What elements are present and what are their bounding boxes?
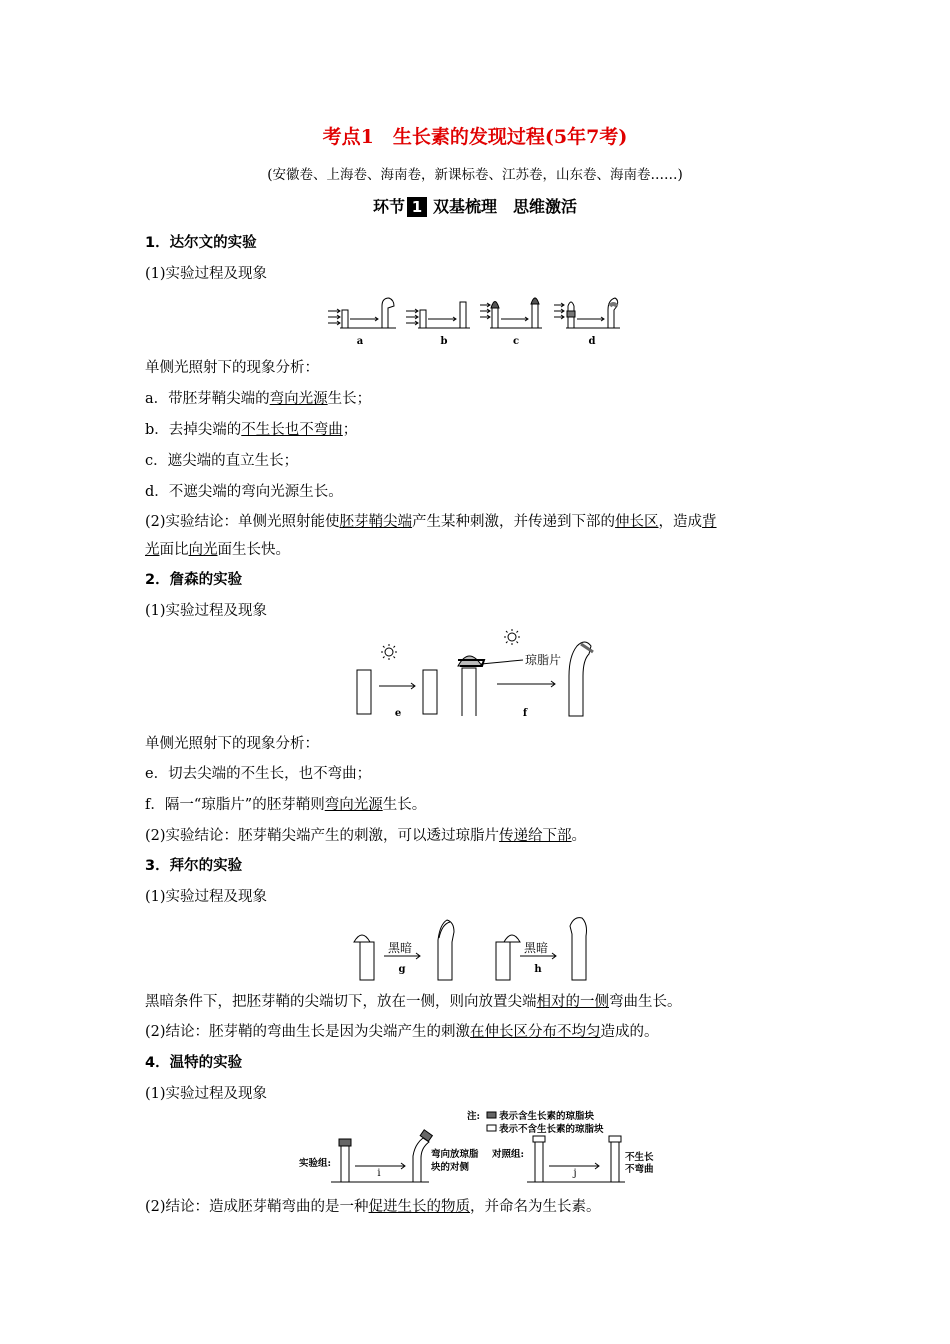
darwin-figure (320, 292, 640, 348)
coleoptile-e-end (423, 670, 437, 714)
darwin-heading: 1．达尔文的实验 (145, 235, 257, 251)
fig-label-e: e (394, 708, 402, 719)
section-number-badge: 1 (407, 197, 427, 217)
went-figure (295, 1108, 675, 1190)
fig-label-b: b (440, 336, 448, 347)
paal-process: (1)实验过程及现象 (145, 889, 268, 905)
fig-label-d: d (588, 336, 596, 347)
darwin-conclusion: (2)实验结论：单侧光照射能使胚芽鞘尖端产生某种刺激，并传递到下部的伸长区，造成背 (145, 514, 717, 530)
coleoptile-e-start (357, 670, 371, 714)
exam-sources: (安徽卷、上海卷、海南卷，新课标卷、江苏卷，山东卷、海南卷……) (267, 167, 683, 183)
coleoptile-b-start (420, 310, 426, 328)
fig-label-c: c (512, 336, 520, 347)
coleoptile-i-start (341, 1146, 349, 1182)
fig-label-j: j (573, 1168, 577, 1179)
darwin-analysis: 单侧光照射下的现象分析： (145, 360, 319, 376)
note-without-auxin: 表示不含生长素的琼脂块 (499, 1124, 604, 1135)
coleoptile-a-start (342, 310, 348, 328)
coleoptile-i-end (413, 1138, 429, 1182)
darwin-item-b: b．去掉尖端的不生长也不弯曲； (145, 422, 358, 438)
coleoptile-g-start (360, 942, 374, 980)
note-with-auxin: 表示含生长素的琼脂块 (499, 1111, 595, 1122)
control-group-label: 对照组: (492, 1149, 525, 1160)
section-title: 双基梳理 思维激活 (433, 197, 578, 216)
tip-g (354, 935, 370, 942)
paal-figure (350, 912, 610, 984)
coleoptile-j-start (535, 1142, 543, 1182)
dark-label-h: 黑暗 (524, 941, 549, 955)
darwin-item-d: d．不遮尖端的弯向光源生长。 (145, 484, 343, 500)
experimental-group-label: 实验组: (299, 1158, 332, 1169)
jensen-conclusion: (2)实验结论：胚芽鞘尖端产生的刺激，可以透过琼脂片传递给下部。 (145, 828, 587, 844)
ctrl-result-line1: 不生长 (625, 1152, 654, 1163)
page-title: 考点1 生长素的发现过程(5年7考) (322, 126, 628, 148)
fig-label-i: i (377, 1168, 381, 1179)
coleoptile-a-end (382, 298, 394, 328)
jensen-analysis: 单侧光照射下的现象分析： (145, 736, 319, 752)
jensen-item-e: e．切去尖端的不生长，也不弯曲； (145, 766, 372, 782)
tip-h (504, 935, 520, 942)
coleoptile-f-end (569, 642, 591, 716)
went-process: (1)实验过程及现象 (145, 1086, 268, 1102)
agar-label: 琼脂片 (525, 653, 562, 667)
coleoptile-j-end (611, 1142, 619, 1182)
coleoptile-h-start (496, 942, 510, 980)
fig-label-h: h (534, 964, 542, 975)
exp-result-line2: 块的对侧 (431, 1162, 470, 1173)
section-heading (0, 194, 950, 217)
fig-label-f: f (522, 708, 528, 719)
coleoptile-f-start (462, 668, 476, 716)
darwin-item-c: c．遮尖端的直立生长； (145, 453, 299, 469)
coleoptile-g-end (438, 920, 454, 980)
darwin-conclusion-cont: 光面比向光面生长快。 (145, 542, 290, 558)
paal-conclusion: (2)结论：胚芽鞘的弯曲生长是因为尖端产生的刺激在伸长区分布不均匀造成的。 (145, 1024, 659, 1040)
coleoptile-h-end (570, 918, 587, 980)
legend-without-auxin (487, 1125, 496, 1131)
fig-label-g: g (398, 964, 406, 975)
sun-icon-e (381, 644, 397, 660)
paal-description: 黑暗条件下，把胚芽鞘的尖端切下，放在一侧，则向放置尖端相对的一侧弯曲生长。 (145, 994, 682, 1010)
coleoptile-b-end (460, 302, 466, 328)
paal-heading: 3．拜尔的实验 (145, 858, 243, 874)
legend-with-auxin (487, 1112, 496, 1118)
jensen-process: (1)实验过程及现象 (145, 603, 268, 619)
dark-label-g: 黑暗 (388, 941, 413, 955)
went-heading: 4．温特的实验 (145, 1055, 243, 1071)
section-prefix: 环节 (372, 197, 405, 216)
note-title: 注: (467, 1111, 481, 1122)
darwin-process: (1)实验过程及现象 (145, 266, 268, 282)
jensen-heading: 2．詹森的实验 (145, 572, 243, 588)
jensen-item-f: f．隔一“琼脂片”的胚芽鞘则弯向光源生长。 (145, 797, 427, 813)
light-arrows-a (328, 309, 340, 325)
fig-label-a: a (356, 336, 364, 347)
sun-icon-f (504, 629, 520, 645)
darwin-item-a: a．带胚芽鞘尖端的弯向光源生长； (145, 391, 372, 407)
exp-result-line1: 弯向放琼脂 (431, 1149, 479, 1160)
jensen-figure (345, 624, 605, 724)
went-conclusion: (2)结论：造成胚芽鞘弯曲的是一种促进生长的物质，并命名为生长素。 (145, 1199, 601, 1215)
ctrl-result-line2: 不弯曲 (625, 1164, 654, 1175)
